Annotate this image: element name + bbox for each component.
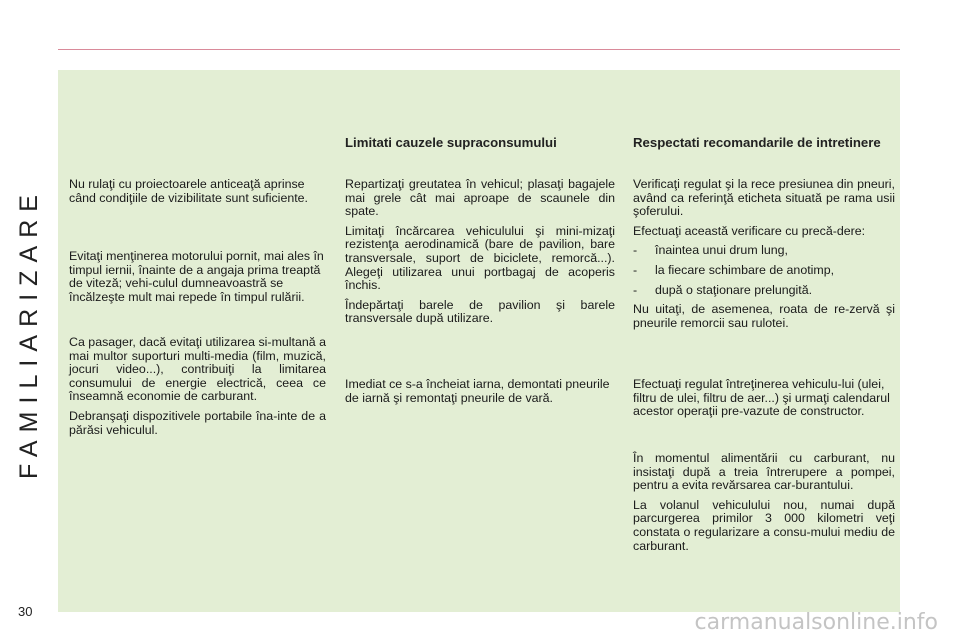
list-item: - la fiecare schimbare de anotimp, [633,264,895,278]
col1-p3-block [69,336,326,443]
col2-p1: Repartizaţi greutatea în vehicul; plasaţi bagajele mai grele cât mai aproape de scaunele din spate. [345,177,615,219]
col3-p4: Efectuaţi regulat întreţinerea vehiculu-lui (ulei, filtru de ulei, filtru de aer...) şi urmaţi calendarul acestor operaţii pre-vazute de constructor. [633,377,890,419]
col1-p4: Debranşaţi dispozitivele portabile îna-inte de a părăsi vehiculul. [69,408,326,437]
col3-tail [633,452,895,559]
col2-p2: Limitaţi încărcarea vehiculului şi mini-mizaţi rezistenţa aerodinamică (bare de pavilion, bare transversale, suport de biciclete, remorcă...). Alegeţi utilizarea unui portbagaj de acoperis închis. [345,223,615,293]
section-title-vertical [14,192,44,482]
col3-p1: Verificaţi regulat şi la rece presiunea din pneuri, având ca referinţă eticheta situată pe rama usii şoferului. [633,177,895,219]
watermark: carmanualsonline.info [694,610,938,635]
section-title-text: FAMILIARIZARE [15,195,43,479]
col3-p2: Efectuaţi această verificare cu precă-dere: [633,223,866,238]
col3-body [633,178,895,336]
check-list [633,244,895,297]
col3-heading: Respectati recomandarile de intretinere [633,135,881,150]
col2-heading: Limitati cauzele supraconsumului [345,135,557,150]
col3-p3: Nu uitaţi, de asemenea, roata de re-zervă şi pneurile remorcii sau rulotei. [633,302,895,330]
col1-p1: Nu rulaţi cu proiectoarele anticeaţă aprinse când condiţiile de vizibilitate sunt suficiente. [69,177,308,205]
col2-p3: Îndepărtaţi barele de pavilion şi barele transversale după utilizare. [345,297,615,326]
col2-p4: Imediat ce s-a încheiat iarna, demontati pneurile de iarnă şi remontaţi pneurile de vară. [345,377,610,405]
list-item: - înaintea unui drum lung, [633,244,895,258]
list-item: - după o staţionare prelungită. [633,284,895,298]
col3-p6: La volanul vehiculului nou, numai după parcurgerea primilor 3 000 kilometri veţi constata o regularizare a consu-mului mediu de carburant. [633,497,895,553]
top-rule [58,49,900,50]
col2-heading-block [345,136,615,150]
col1-p3: Ca pasager, dacă evitaţi utilizarea si-multană a mai multor suporturi multi-media (film, muzică, jocuri video...), contribuiţi la limitarea consumului de energie electrică, ceea ce înseamnă economie de carburant. [69,335,326,404]
col3-p5: În momentul alimentării cu carburant, nu insistaţi după a treia întrerupere a pompei, pentru a evita revărsarea car-burantului. [633,451,895,493]
col2-body [345,178,615,332]
col1-p2: Evitaţi menţinerea motorului pornit, mai ales în timpul iernii, înainte de a angaja prima treaptă de viteză; vehi-culul dumneavoastră se încălzeşte mult mai repede în timpul rulării. [69,249,324,304]
col3-heading-block [633,136,895,150]
page-number: 30 [18,604,33,619]
